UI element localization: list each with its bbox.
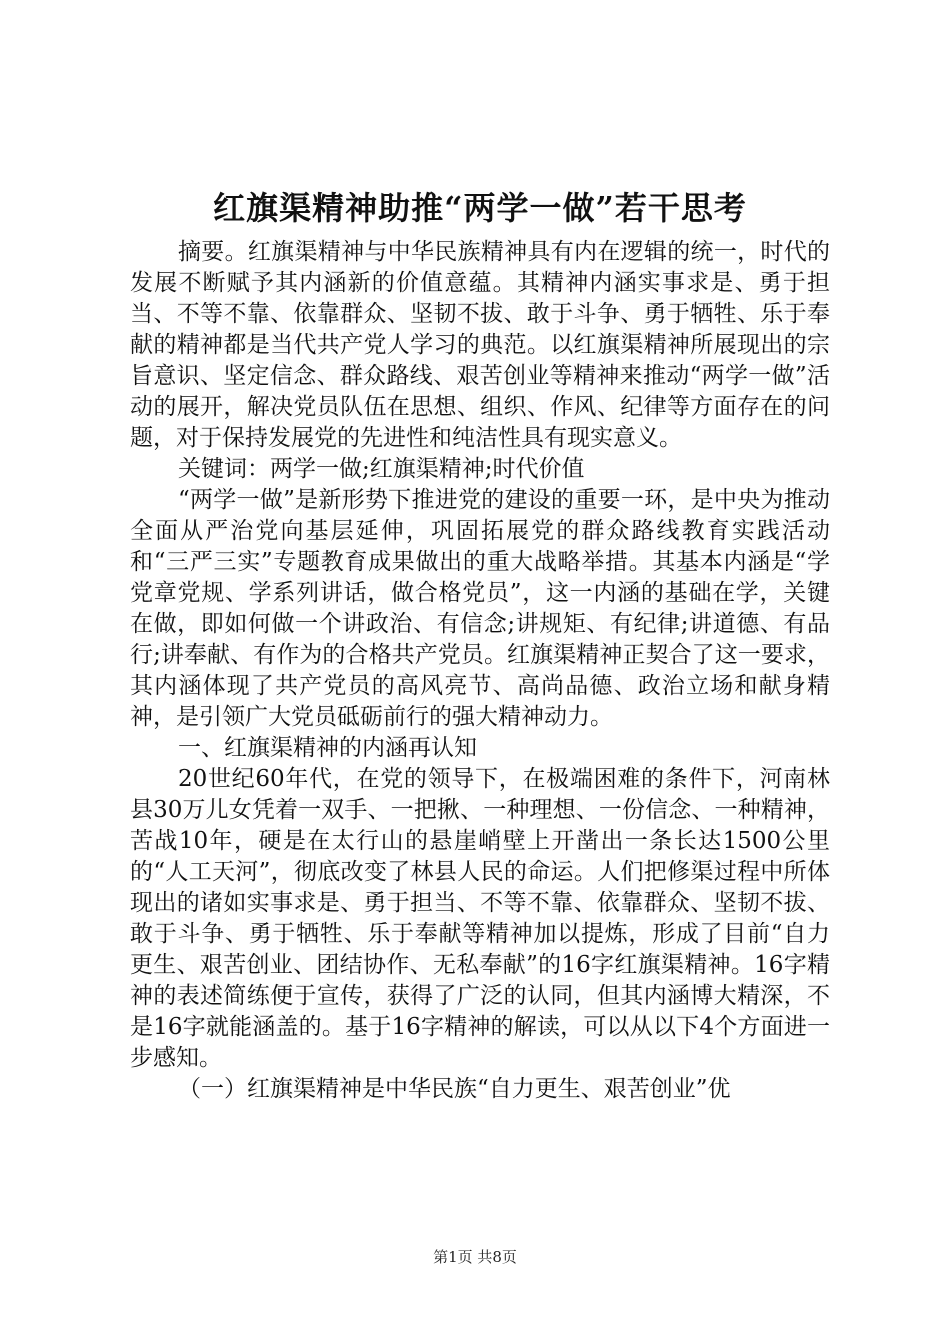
document-page [130,185,830,1105]
page-number-footer: 第1页 共8页 [433,1248,517,1266]
section-heading: 一、红旗渠精神的内涵再认知 [178,735,477,761]
section-body-paragraph: 20世纪60年代，在党的领导下，在极端困难的条件下，河南林县30万儿女凭着一双手、一把揪、一种理想、一份信念、一种精神，苦战10年，硬是在太行山的悬崖峭壁上开凿出一条长达1500公里的“人工天河”，彻底改变了林县人民的命运。人们把修渠过程中所体现出的诸如实事求是、勇于担当、不等不靠、依靠群众、坚韧不拔、敢于斗争、勇于牺牲、乐于奉献等精神加以提炼，形成了目前“自力更生、艰苦创业、团结协作、无私奉献”的16字红旗渠精神。16字精神的表述简练便于宣传，获得了广泛的认同，但其内涵博大精深，不是16字就能涵盖的。基于16字精神的解读，可以从以下4个方面进一步感知。 [130,766,830,1071]
document-title: 红旗渠精神助推“两学一做”若干思考 [213,189,747,227]
intro-paragraph: “两学一做”是新形势下推进党的建设的重要一环，是中央为推动全面从严治党向基层延伸，巩固拓展党的群众路线教育实践活动和“三严三实”专题教育成果做出的重大战略举措。其基本内涵是“学党章党规、学系列讲话，做合格党员”，这一内涵的基础在学，关键在做，即如何做一个讲政治、有信念;讲规矩、有纪律;讲道德、有品行;讲奉献、有作为的合格共产党员。红旗渠精神正契合了这一要求，其内涵体现了共产党员的高风亮节、高尚品德、政治立场和献身精神，是引领广大党员砥砺前行的强大精神动力。 [130,487,830,730]
keywords-paragraph: 关键词：两学一做;红旗渠精神;时代价值 [178,456,585,482]
subsection-heading: （一）红旗渠精神是中华民族“自力更生、艰苦创业”优 [178,1076,731,1102]
abstract-paragraph: 摘要。红旗渠精神与中华民族精神具有内在逻辑的统一，时代的发展不断赋予其内涵新的价值意蕴。其精神内涵实事求是、勇于担当、不等不靠、依靠群众、坚韧不拔、敢于斗争、勇于牺牲、乐于奉献的精神都是当代共产党人学习的典范。以红旗渠精神所展现出的宗旨意识、坚定信念、群众路线、艰苦创业等精神来推动“两学一做”活动的展开，解决党员队伍在思想、组织、作风、纪律等方面存在的问题，对于保持发展党的先进性和纯洁性具有现实意义。 [130,239,830,451]
